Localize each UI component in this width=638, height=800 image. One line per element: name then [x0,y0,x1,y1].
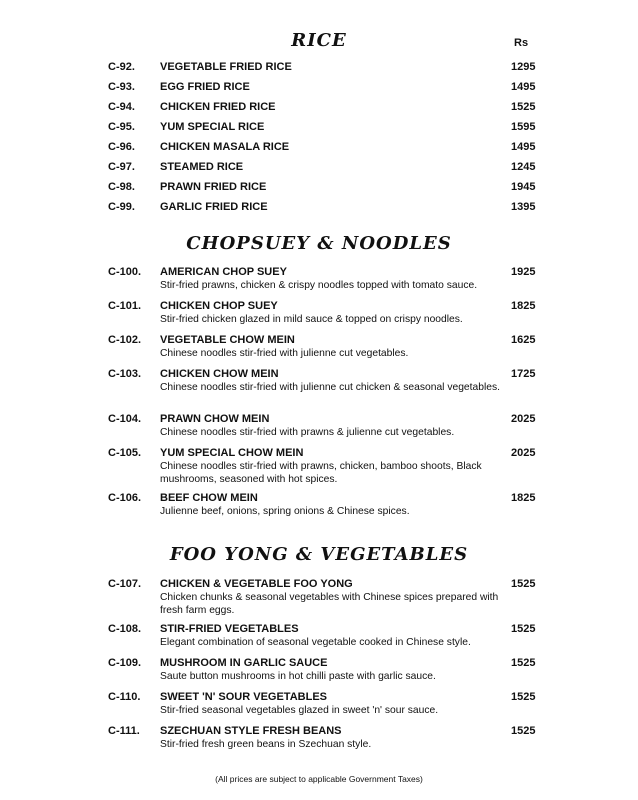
item-code: C-96. [108,141,135,153]
item-code: C-94. [108,101,135,113]
item-description: Stir-fried seasonal vegetables glazed in sweet 'n' sour sauce. [160,705,439,716]
item-name: BEEF CHOW MEIN [160,492,258,504]
item-name: SZECHUAN STYLE FRESH BEANS [160,725,342,737]
item-code: C-106. [108,492,142,504]
tax-footnote: (All prices are subject to applicable Government Taxes) [215,774,423,784]
item-price: 1595 [511,121,536,133]
item-name: PRAWN CHOW MEIN [160,413,270,425]
item-name: STIR-FRIED VEGETABLES [160,623,299,635]
section-title-rice: RICE [291,30,347,51]
item-description: Stir-fried fresh green beans in Szechuan style. [160,739,372,750]
section-title-fooyong: FOO YONG & VEGETABLES [169,544,469,565]
item-name: EGG FRIED RICE [160,81,250,93]
item-code: C-105. [108,447,142,459]
item-code: C-97. [108,161,135,173]
item-name: GARLIC FRIED RICE [160,201,268,213]
item-price: 1495 [511,141,536,153]
item-description: Saute button mushrooms in hot chilli paste with garlic sauce. [160,671,436,682]
item-name: CHICKEN CHOW MEIN [160,368,279,380]
item-code: C-109. [108,657,142,669]
item-description: Stir-fried chicken glazed in mild sauce & topped on crispy noodles. [160,314,463,325]
item-price: 1625 [511,334,536,346]
item-code: C-108. [108,623,142,635]
item-description: Chinese noodles stir-fried with prawns, chicken, bamboo shoots, Black mushrooms, seasoned with hot spices. [160,461,482,485]
item-name: PRAWN FRIED RICE [160,181,267,193]
item-description: Chinese noodles stir-fried with julienne cut chicken & seasonal vegetables. [160,382,500,393]
item-name: VEGETABLE CHOW MEIN [160,334,295,346]
item-code: C-98. [108,181,135,193]
item-price: 1925 [511,266,536,278]
item-name: SWEET 'N' SOUR VEGETABLES [160,691,327,703]
item-name: AMERICAN CHOP SUEY [160,266,287,278]
item-price: 1825 [511,492,536,504]
item-code: C-92. [108,61,135,73]
item-price: 1525 [511,578,536,590]
item-price: 2025 [511,447,536,459]
item-code: C-111. [108,725,140,737]
item-price: 1525 [511,691,536,703]
item-name: CHICKEN & VEGETABLE FOO YONG [160,578,353,590]
item-price: 1395 [511,201,536,213]
item-code: C-95. [108,121,135,133]
item-price: 1495 [511,81,536,93]
item-name: YUM SPECIAL CHOW MEIN [160,447,304,459]
item-description: Stir-fried prawns, chicken & crispy noodles topped with tomato sauce. [160,280,478,291]
item-name: MUSHROOM IN GARLIC SAUCE [160,657,328,669]
item-name: YUM SPECIAL RICE [160,121,265,133]
currency-header: Rs [514,37,529,49]
item-price: 1295 [511,61,536,73]
item-description: Elegant combination of seasonal vegetable cooked in Chinese style. [160,637,471,648]
item-code: C-110. [108,691,141,703]
item-price: 1245 [511,161,536,173]
item-code: C-103. [108,368,142,380]
item-price: 1525 [511,623,536,635]
item-price: 1525 [511,101,536,113]
item-price: 1525 [511,657,536,669]
item-price: 1825 [511,300,536,312]
item-code: C-93. [108,81,135,93]
item-code: C-102. [108,334,142,346]
item-description: Chinese noodles stir-fried with julienne cut vegetables. [160,348,409,359]
item-description: Julienne beef, onions, spring onions & Chinese spices. [160,506,410,517]
item-price: 1945 [511,181,536,193]
item-code: C-101. [108,300,142,312]
item-name: CHICKEN MASALA RICE [160,141,290,153]
item-code: C-99. [108,201,135,213]
item-description: Chicken chunks & seasonal vegetables with Chinese spices prepared with fresh farm eggs. [160,592,499,616]
section-title-noodles: CHOPSUEY & NOODLES [186,233,452,254]
item-price: 2025 [511,413,536,425]
item-code: C-104. [108,413,142,425]
item-description: Chinese noodles stir-fried with prawns & julienne cut vegetables. [160,427,455,438]
item-name: VEGETABLE FRIED RICE [160,61,292,73]
item-name: CHICKEN CHOP SUEY [160,300,278,312]
item-code: C-100. [108,266,142,278]
item-name: CHICKEN FRIED RICE [160,101,276,113]
item-name: STEAMED RICE [160,161,244,173]
item-code: C-107. [108,578,142,590]
item-price: 1725 [511,368,536,380]
item-price: 1525 [511,725,536,737]
